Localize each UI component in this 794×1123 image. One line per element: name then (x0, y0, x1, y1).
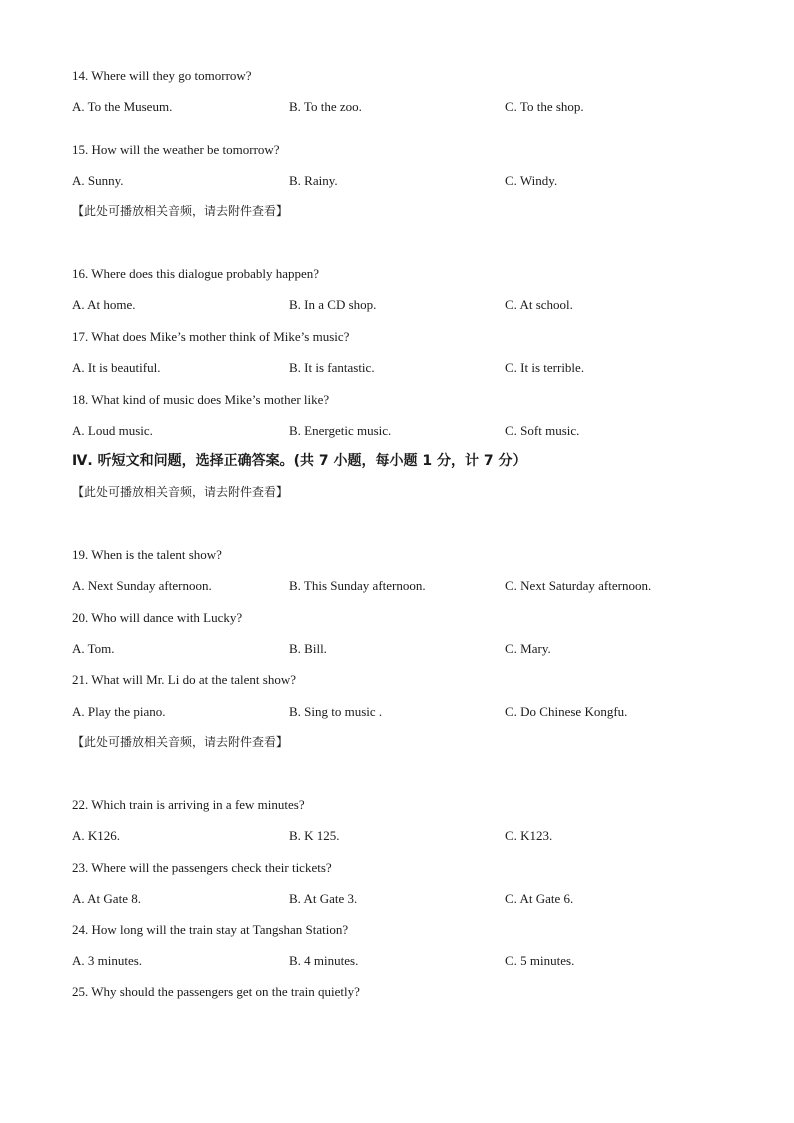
question-text: 21. What will Mr. Li do at the talent show? (72, 672, 296, 687)
question-text: 19. When is the talent show? (72, 547, 222, 562)
option-b: B. Sing to music . (289, 704, 383, 719)
option-a: A. At home. (72, 297, 136, 312)
option-c: C. Mary. (505, 641, 551, 656)
option-b: B. In a CD shop. (289, 297, 377, 312)
option-a: A. Next Sunday afternoon. (72, 578, 212, 593)
option-a: A. Play the piano. (72, 704, 166, 719)
question-text: 23. Where will the passengers check their tickets? (72, 860, 332, 875)
question-text: 15. How will the weather be tomorrow? (72, 142, 280, 157)
option-c: C. Windy. (505, 173, 558, 188)
option-c: C. It is terrible. (505, 360, 585, 375)
option-a: A. 3 minutes. (72, 953, 143, 968)
option-c: C. K123. (505, 828, 553, 843)
audio-note: 【此处可播放相关音频，请去附件查看】 (72, 204, 289, 218)
option-b: B. Rainy. (289, 173, 338, 188)
question-text: 24. How long will the train stay at Tangshan Station? (72, 922, 349, 937)
option-a: A. Loud music. (72, 423, 153, 438)
option-a: A. Tom. (72, 641, 115, 656)
option-c: C. At school. (505, 297, 573, 312)
question-text: 17. What does Mike’s mother think of Mike’s music? (72, 329, 350, 344)
option-a: A. Sunny. (72, 173, 124, 188)
audio-note: 【此处可播放相关音频，请去附件查看】 (72, 735, 289, 749)
option-c: C. At Gate 6. (505, 891, 574, 906)
question-text: 14. Where will they go tomorrow? (72, 68, 252, 83)
option-a: A. It is beautiful. (72, 360, 161, 375)
option-b: B. At Gate 3. (289, 891, 358, 906)
question-text: 25. Why should the passengers get on the train quietly? (72, 984, 360, 999)
option-c: C. 5 minutes. (505, 953, 575, 968)
option-b: B. It is fantastic. (289, 360, 375, 375)
option-c: C. Do Chinese Kongfu. (505, 704, 628, 719)
option-b: B. Energetic music. (289, 423, 392, 438)
question-text: 22. Which train is arriving in a few minutes? (72, 797, 305, 812)
option-b: B. 4 minutes. (289, 953, 359, 968)
option-a: A. K126. (72, 828, 121, 843)
option-a: A. At Gate 8. (72, 891, 141, 906)
option-c: C. To the shop. (505, 99, 584, 114)
option-b: B. K 125. (289, 828, 340, 843)
question-text: 18. What kind of music does Mike’s mother like? (72, 392, 330, 407)
question-text: 20. Who will dance with Lucky? (72, 610, 243, 625)
question-text: 16. Where does this dialogue probably happen? (72, 266, 320, 281)
audio-note: 【此处可播放相关音频，请去附件查看】 (72, 485, 289, 499)
option-a: A. To the Museum. (72, 99, 173, 114)
option-b: B. This Sunday afternoon. (289, 578, 426, 593)
option-b: B. To the zoo. (289, 99, 362, 114)
option-b: B. Bill. (289, 641, 327, 656)
section-heading: Ⅳ. 听短文和问题，选择正确答案。(共 7 小题，每小题 1 分，计 7 分） (72, 453, 527, 469)
option-c: C. Soft music. (505, 423, 580, 438)
option-c: C. Next Saturday afternoon. (505, 578, 652, 593)
